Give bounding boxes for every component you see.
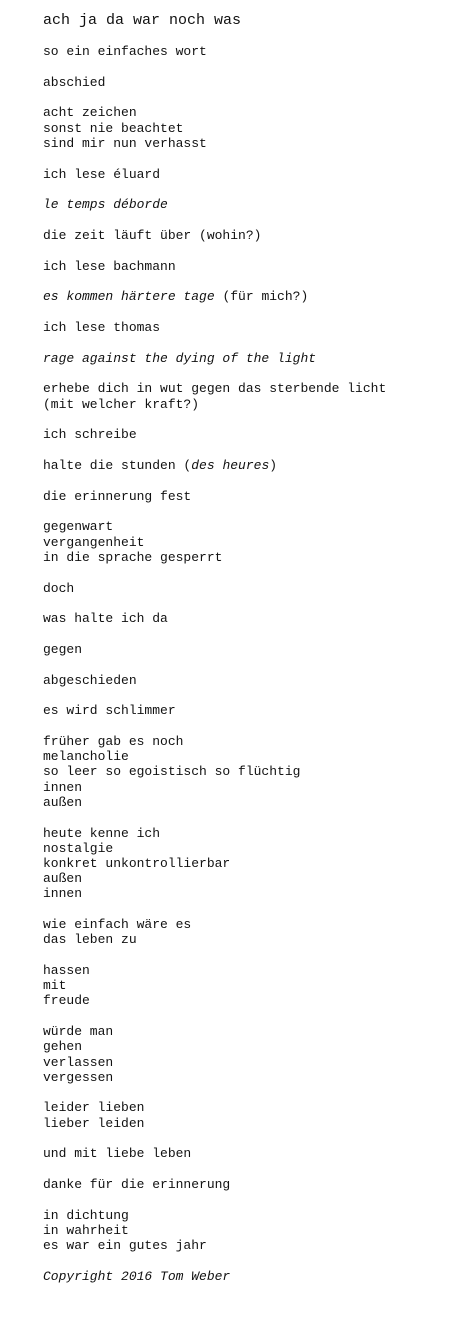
poem-line: verlassen — [43, 1054, 114, 1070]
poem-line: vergangenheit — [43, 534, 145, 550]
poem-line: außen — [43, 871, 83, 887]
stanza — [43, 259, 466, 274]
stanza — [43, 228, 466, 243]
poem-line: so leer so egoistisch so flüchtig — [43, 764, 301, 780]
stanza — [43, 427, 466, 442]
poem-line: innen — [43, 779, 83, 795]
poem-line: gegenwart — [43, 519, 114, 535]
poem-line: es wird schlimmer — [43, 703, 176, 719]
poem-line: und mit liebe leben — [43, 1146, 192, 1162]
stanza — [43, 1024, 466, 1085]
poem-line: acht zeichen — [43, 105, 137, 121]
poem-line — [43, 289, 466, 304]
stanza — [43, 197, 466, 212]
poem-line: heute kenne ich — [43, 825, 161, 841]
poem-line: danke für die erinnerung — [43, 1177, 231, 1193]
poem-line: innen — [43, 886, 83, 902]
poem-line: das leben zu — [43, 932, 137, 948]
stanza — [43, 289, 466, 304]
stanza — [43, 1177, 466, 1192]
poem-line: sind mir nun verhasst — [43, 135, 207, 151]
stanza — [43, 581, 466, 596]
stanza — [43, 320, 466, 335]
stanza — [43, 1100, 466, 1130]
poem-line: es war ein gutes jahr — [43, 1238, 207, 1254]
stanza — [43, 826, 466, 902]
poem-line: nostalgie — [43, 840, 114, 856]
stanza — [43, 351, 466, 366]
poem-line-italic: rage against the dying of the light — [43, 350, 317, 366]
poem-line: lieber leiden — [43, 1115, 145, 1131]
poem-line: früher gab es noch — [43, 734, 184, 750]
stanza — [43, 611, 466, 626]
stanza — [43, 734, 466, 810]
stanza — [43, 458, 466, 473]
copyright-notice: Copyright 2016 Tom Weber — [43, 1268, 231, 1284]
poem-line: mit — [43, 978, 67, 994]
stanza — [43, 1146, 466, 1161]
poem-line: außen — [43, 794, 83, 810]
poem-line-normal-part: (für mich?) — [214, 289, 309, 305]
stanza — [43, 105, 466, 151]
poem-line: ich schreibe — [43, 427, 137, 443]
poem-line: doch — [43, 580, 75, 596]
poem-line: ich lese thomas — [43, 320, 161, 336]
poem-line: so ein einfaches wort — [43, 44, 207, 59]
poem-line: konkret unkontrollierbar — [43, 856, 231, 871]
poem-line: vergessen — [43, 1069, 114, 1085]
stanza — [43, 381, 466, 411]
poem-line-normal-part: halte die stunden ( — [43, 458, 192, 474]
poem-line: hassen — [43, 963, 90, 979]
poem-line: in dichtung — [43, 1207, 129, 1223]
poem-line — [43, 458, 466, 473]
poem-title: ach ja da war noch was — [43, 12, 242, 29]
poem-line: (mit welcher kraft?) — [43, 396, 200, 412]
stanza — [43, 703, 466, 718]
poem-line: ich lese bachmann — [43, 258, 176, 274]
poem-line: wie einfach wäre es — [43, 917, 192, 933]
poem-line: die erinnerung fest — [43, 488, 192, 504]
stanza — [43, 917, 466, 947]
stanza — [43, 673, 466, 688]
poem-line: gegen — [43, 641, 83, 657]
poem-page — [43, 11, 466, 1284]
stanza — [43, 44, 466, 59]
poem-line-normal-part: ) — [269, 458, 278, 474]
stanza — [43, 1208, 466, 1254]
poem-line: gehen — [43, 1039, 83, 1055]
poem-line: in wahrheit — [43, 1222, 129, 1238]
poem-line: in die sprache gesperrt — [43, 549, 223, 565]
poem-line: würde man — [43, 1024, 114, 1040]
poem-line-italic: le temps déborde — [43, 197, 168, 213]
poem-line: leider lieben — [43, 1100, 145, 1116]
stanza — [43, 489, 466, 504]
stanza — [43, 519, 466, 565]
poem-line: abgeschieden — [43, 672, 137, 688]
poem-line: sonst nie beachtet — [43, 120, 184, 136]
poem-line: was halte ich da — [43, 611, 168, 627]
poem-line: ich lese éluard — [43, 166, 161, 182]
poem-line: erhebe dich in wut gegen das sterbende licht — [43, 381, 387, 397]
poem-line-italic-part: es kommen härtere tage — [43, 289, 215, 305]
poem-line: die zeit läuft über (wohin?) — [43, 227, 262, 243]
poem-line: melancholie — [43, 749, 129, 765]
stanza — [43, 75, 466, 90]
stanza — [43, 642, 466, 657]
poem-line-italic-part: des heures — [191, 458, 270, 474]
stanza — [43, 963, 466, 1009]
poem-line: freude — [43, 993, 90, 1009]
poem-line: abschied — [43, 74, 106, 90]
stanza — [43, 167, 466, 182]
